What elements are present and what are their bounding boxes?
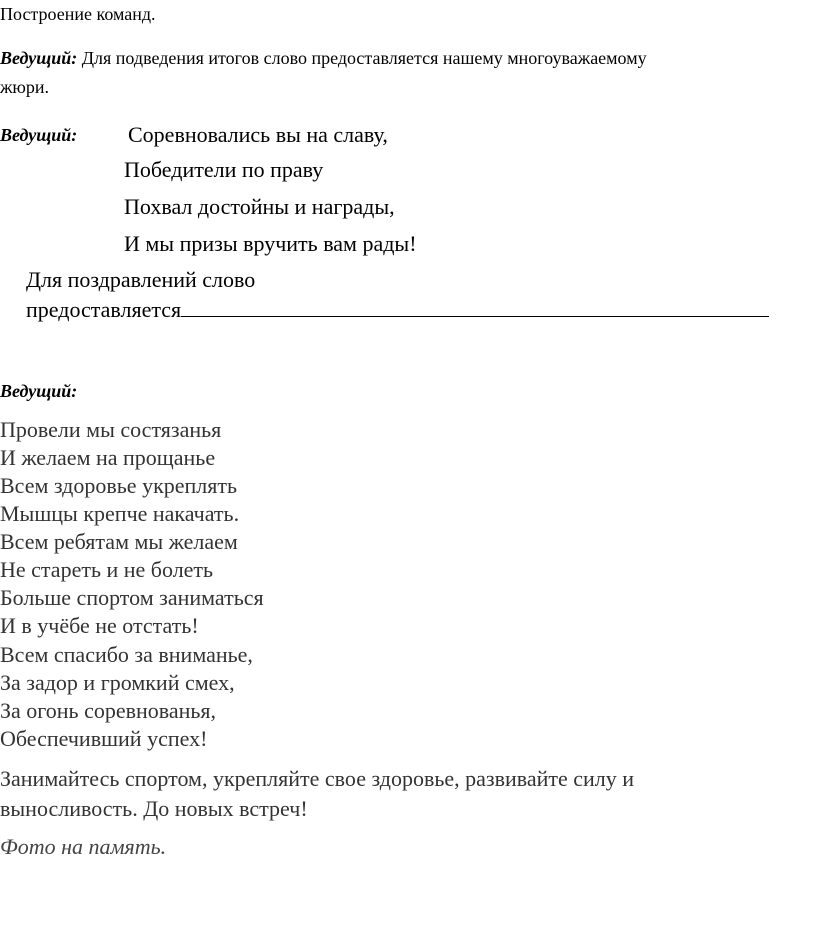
verse2-line: Обеспечивший успех! — [0, 726, 208, 751]
verse2-line: Всем спасибо за вниманье, — [0, 642, 253, 667]
fill-in-blank-line — [181, 296, 769, 317]
team-build-line: Построение команд. — [0, 4, 156, 24]
closing-line-2: выносливость. До новых встреч! — [0, 796, 308, 821]
jury-text-1: Для подведения итогов слово предоставляется нашему многоуважаемому — [81, 48, 647, 68]
host-label: Ведущий: — [0, 381, 78, 401]
verse1-line-2: Победители по праву — [124, 157, 324, 182]
verse2-line: И желаем на прощанье — [0, 445, 216, 470]
closing-line-1: Занимайтесь спортом, укрепляйте свое здоровье, развивайте силу и — [0, 766, 635, 791]
verse2-line: За огонь соревнованья, — [0, 698, 217, 723]
congrats-line-1: Для поздравлений слово — [26, 267, 256, 292]
host-label: Ведущий: — [0, 48, 78, 68]
verse1-line-3: Похвал достойны и награды, — [124, 194, 395, 219]
verse2-line: Провели мы состязанья — [0, 417, 222, 442]
verse1-line-1: Соревновались вы на славу, — [128, 122, 388, 147]
host-label: Ведущий: — [0, 125, 78, 145]
congrats-text: предоставляется — [26, 297, 182, 322]
verse2-line: Всем здоровье укреплять — [0, 473, 238, 498]
jury-text-2: жюри. — [0, 77, 50, 97]
photo-caption: Фото на память. — [0, 834, 167, 859]
verse2 — [0, 416, 400, 756]
verse2-line: За задор и громкий смех, — [0, 670, 235, 695]
verse2-line: Мышцы крепче накачать. — [0, 501, 240, 526]
verse2-line: Не стареть и не болеть — [0, 557, 214, 582]
verse2-line: Больше спортом заниматься — [0, 585, 264, 610]
verse1-line-4: И мы призы вручить вам рады! — [124, 231, 417, 256]
verse2-line: И в учёбе не отстать! — [0, 613, 199, 638]
verse2-line: Всем ребятам мы желаем — [0, 529, 238, 554]
jury-paragraph — [0, 47, 647, 69]
congrats-line-2 — [26, 296, 769, 324]
